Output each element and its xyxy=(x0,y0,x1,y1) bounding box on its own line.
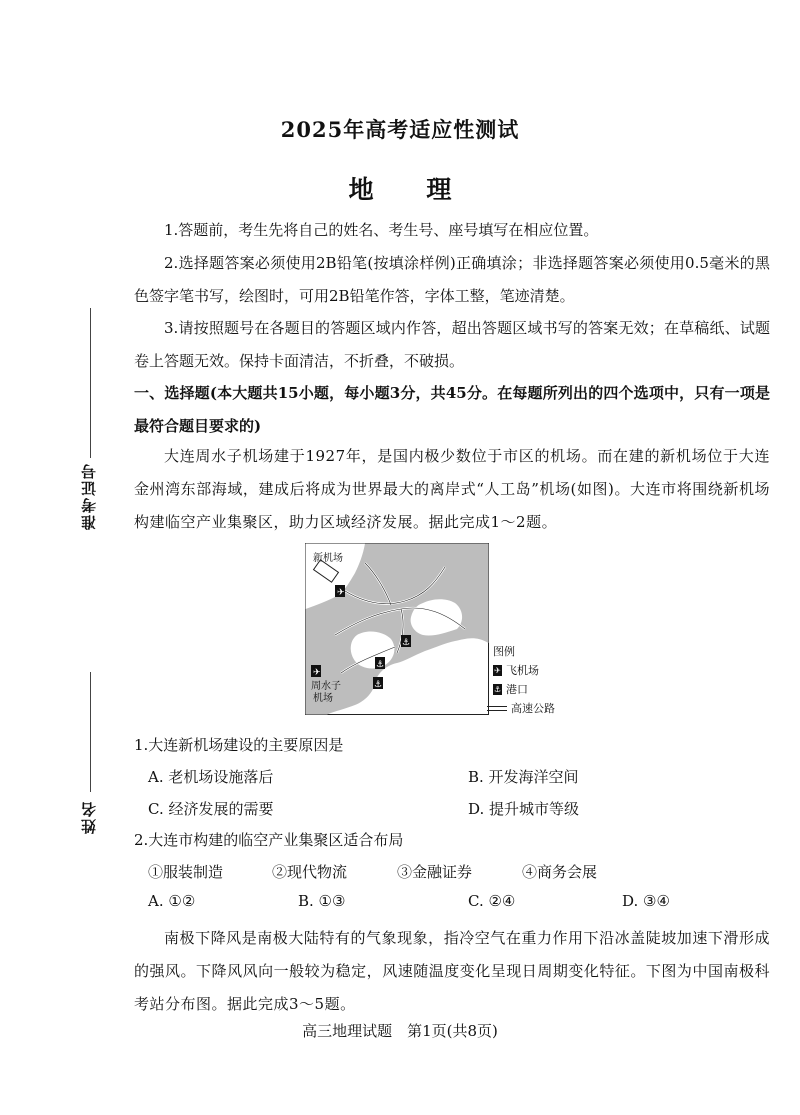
port-symbol-1 xyxy=(401,635,411,648)
svg-text:⚓: ⚓ xyxy=(376,660,385,670)
svg-text:✈: ✈ xyxy=(313,668,321,678)
airplane-icon: ✈ xyxy=(494,666,501,675)
instruction-1: 1.答题前，考生先将自己的姓名、考生号、座号填写在相应位置。 xyxy=(164,221,599,239)
instruction-3: 3.请按照题号在各题目的答题区域内作答，超出答题区域书写的答案无效；在草稿纸、试题卷上答题无效。保持卡面清洁，不折叠，不破损。 xyxy=(134,319,770,370)
legend-port-label: 港口 xyxy=(506,683,528,696)
question-2-stem: 2.大连市构建的临空产业集聚区适合布局 xyxy=(134,831,404,849)
exam-title: 2025年高考适应性测试 xyxy=(280,117,520,142)
map-label-old-airport-1: 周水子 xyxy=(311,681,341,692)
name-underline xyxy=(90,672,91,792)
map-label-old-airport-2: 机场 xyxy=(313,693,333,704)
exam-id-underline xyxy=(90,308,91,458)
legend-highway-row xyxy=(487,699,583,718)
q1-option-b: B. 开发海洋空间 xyxy=(468,768,579,786)
instruction-2: 2.选择题答案必须使用2B铅笔(按填涂样例)正确填涂；非选择题答案必须使用0.5毫米的黑色签字笔书写，绘图时，可用2B铅笔作答，字体工整，笔迹清楚。 xyxy=(134,254,770,305)
legend-airport-row xyxy=(493,661,583,680)
q2-option-d: D. ③④ xyxy=(622,892,670,910)
map-legend xyxy=(493,642,583,718)
q2-item-4: ④商务会展 xyxy=(522,863,598,881)
passage-1: 大连周水子机场建于1927年，是国内极少数位于市区的机场。而在建的新机场位于大连金州湾东部海域，建成后将成为世界最大的离岸式“人工岛”机场(如图)。大连市将围绕新机场构建临空产业集聚区，助力区域经济发展。据此完成1～2题。 xyxy=(134,447,770,531)
q2-item-1: ①服装制造 xyxy=(148,863,224,881)
q1-option-a: A. 老机场设施落后 xyxy=(148,768,274,786)
map-label-new-airport: 新机场 xyxy=(313,553,343,564)
q2-option-c: C. ②④ xyxy=(468,892,516,910)
svg-text:✈: ✈ xyxy=(337,588,345,598)
subject-title: 地 理 xyxy=(348,175,474,204)
q2-option-b: B. ①③ xyxy=(298,892,346,910)
legend-port-row xyxy=(493,680,583,699)
svg-text:⚓: ⚓ xyxy=(374,680,383,690)
airport-symbol-old xyxy=(311,665,321,678)
question-1-stem: 1.大连新机场建设的主要原因是 xyxy=(134,736,344,754)
section-heading: 一、选择题(本大题共15小题，每小题3分，共45分。在每题所列出的四个选项中，只有一项是最符合题目要求的) xyxy=(134,384,770,435)
legend-title: 图例 xyxy=(493,645,515,658)
port-symbol-2 xyxy=(375,657,385,670)
svg-text:⚓: ⚓ xyxy=(402,638,411,648)
passage-2: 南极下降风是南极大陆特有的气象现象，指冷空气在重力作用下沿冰盖陡坡加速下滑形成的强风。下降风风向一般较为稳定，风速随温度变化呈现日周期变化特征。下图为中国南极科考站分布图。据此完成3～5题。 xyxy=(134,929,770,1013)
name-label: 姓名 xyxy=(80,800,98,834)
highway-line-icon xyxy=(487,706,507,711)
port-symbol-3 xyxy=(373,677,383,690)
anchor-icon: ⚓ xyxy=(493,685,502,694)
q2-item-2: ②现代物流 xyxy=(272,863,348,881)
dalian-airport-map xyxy=(305,543,489,715)
legend-highway-label: 高速公路 xyxy=(511,702,555,715)
page-footer: 高三地理试题 第1页(共8页) xyxy=(302,1022,498,1040)
exam-id-label: 准考证号 xyxy=(80,462,98,530)
legend-airport-label: 飞机场 xyxy=(506,664,539,677)
airport-symbol-new xyxy=(335,585,345,598)
q2-option-a: A. ①② xyxy=(148,892,196,910)
q2-item-3: ③金融证券 xyxy=(397,863,473,881)
q1-option-d: D. 提升城市等级 xyxy=(468,800,580,818)
q1-option-c: C. 经济发展的需要 xyxy=(148,800,274,818)
